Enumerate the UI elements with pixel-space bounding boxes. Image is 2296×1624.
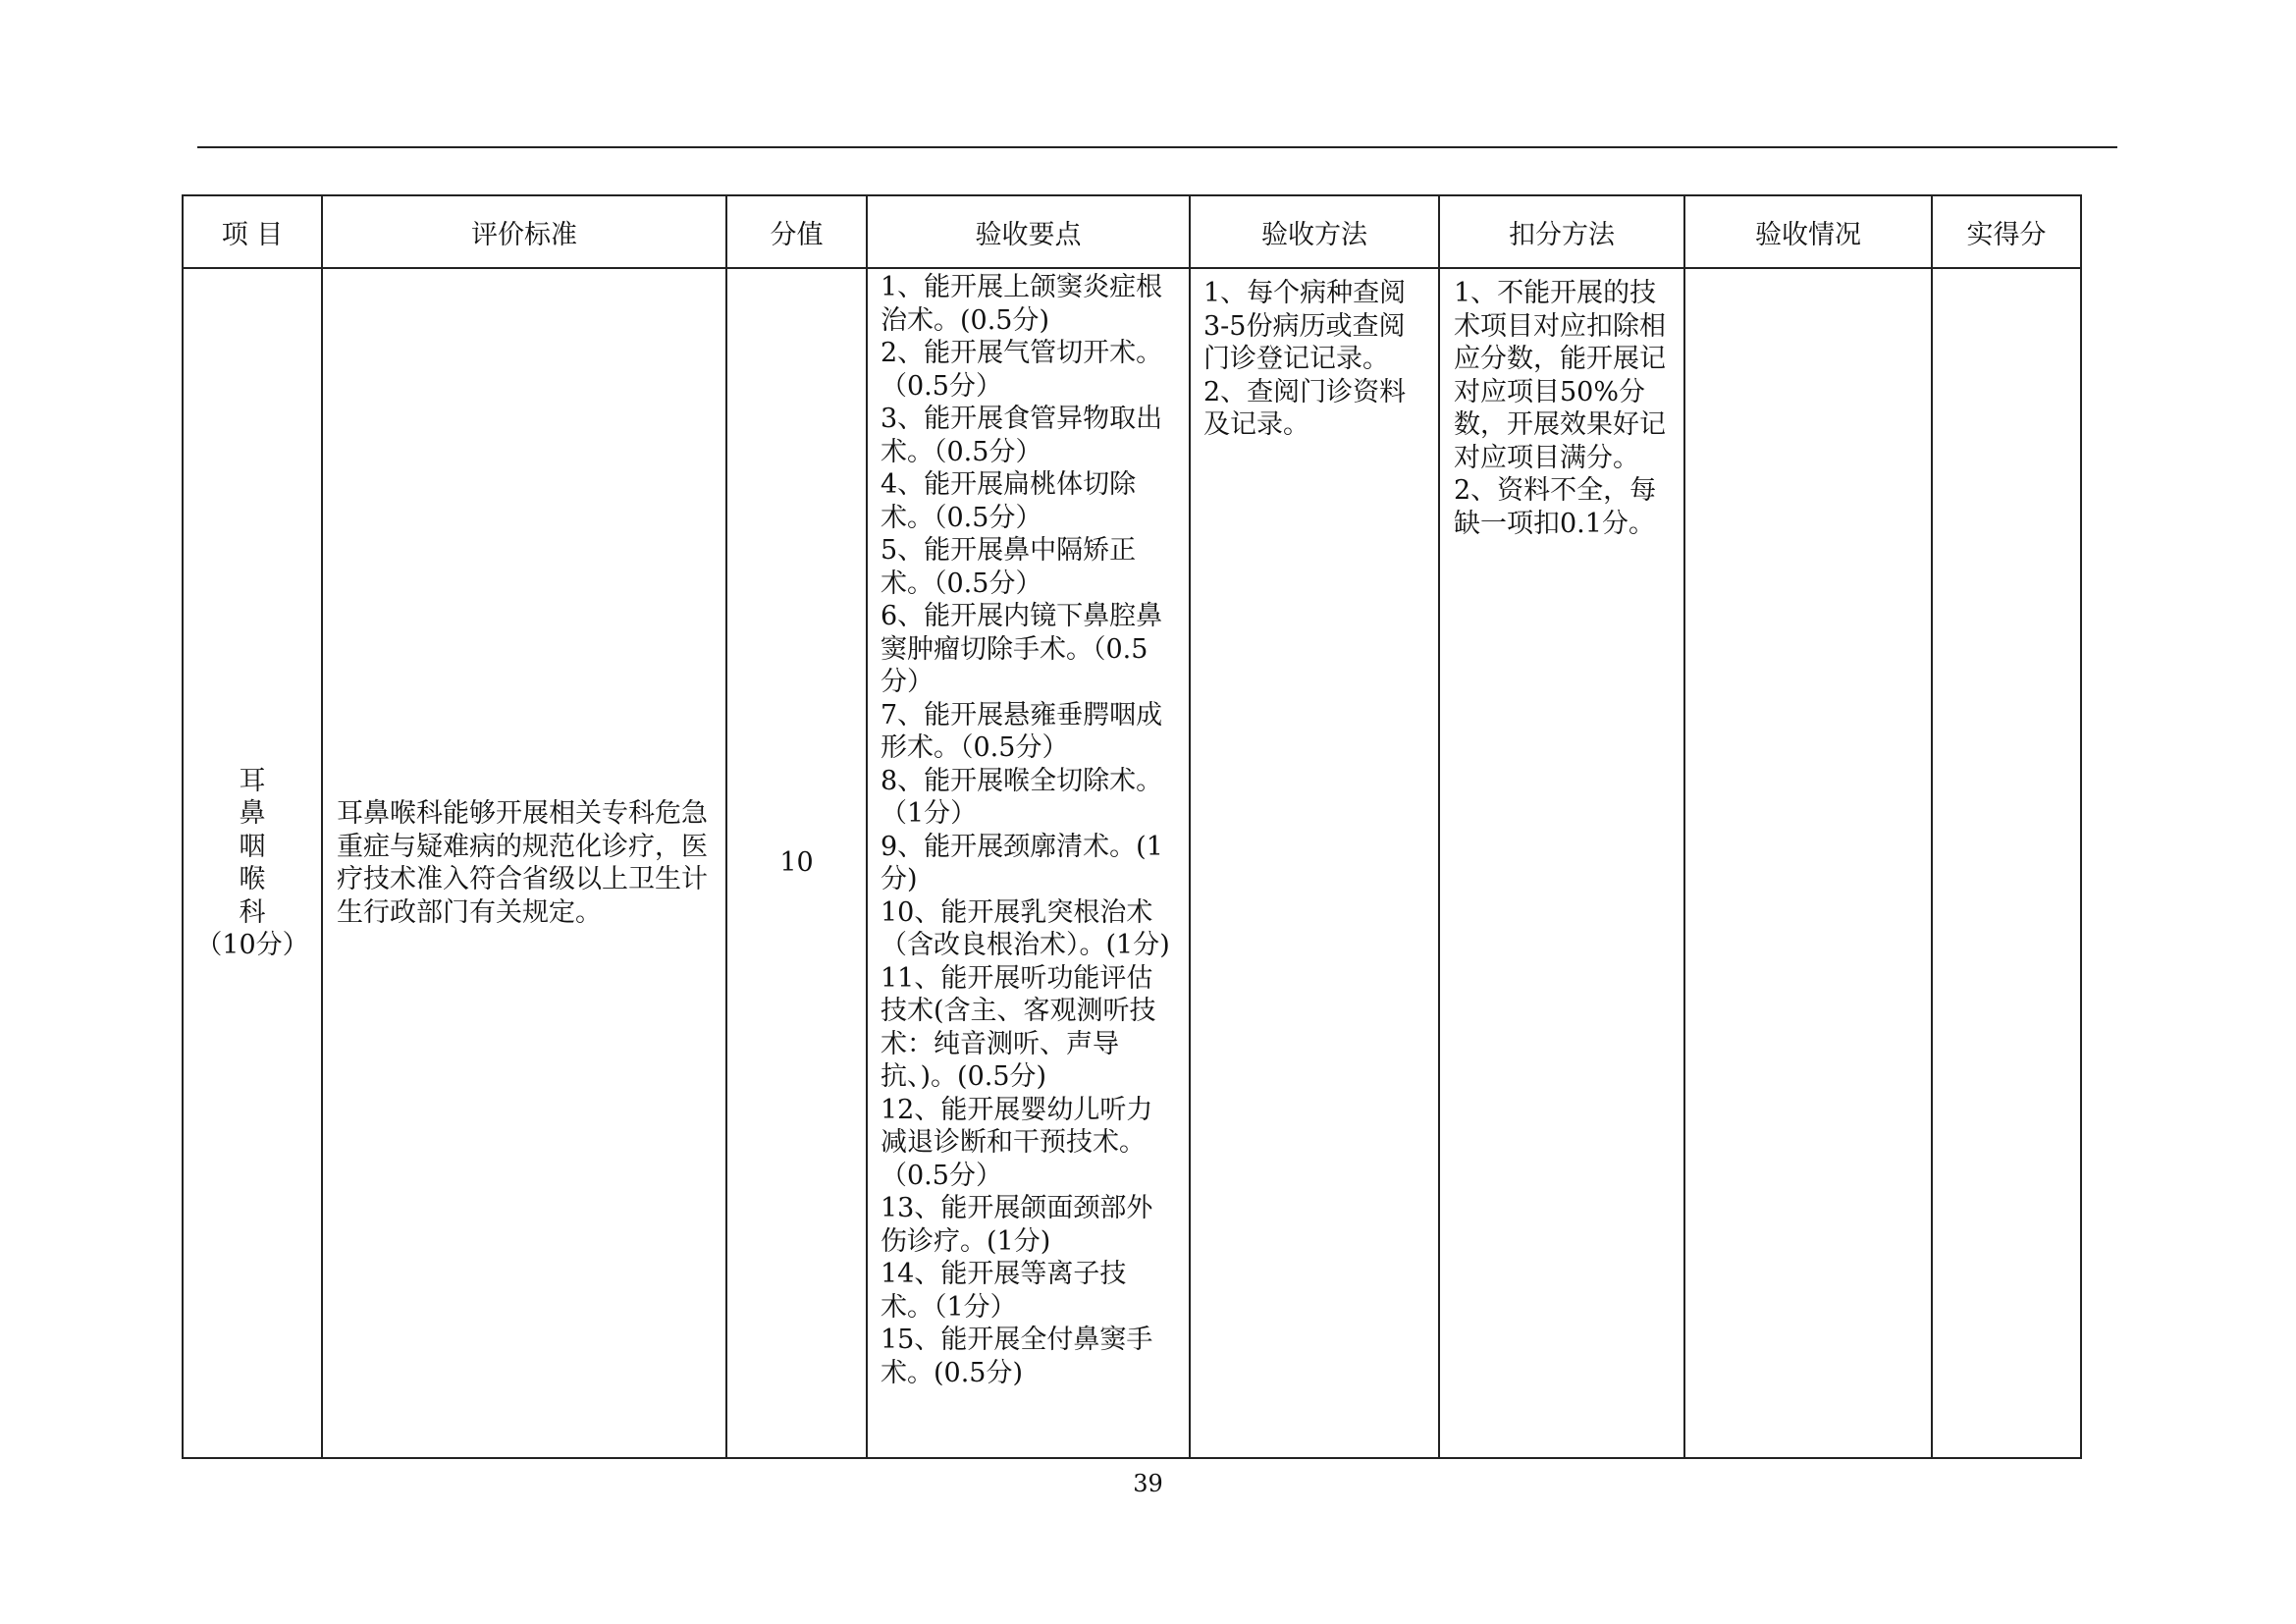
- point-item: 10、能开展乳突根治术（含改良根治术）。(1分): [881, 896, 1170, 960]
- header-status: 验收情况: [1684, 195, 1932, 268]
- point-item: 4、能开展扁桃体切除术。（0.5分）: [881, 469, 1137, 533]
- point-item: 2、能开展气管切开术。（0.5分）: [881, 338, 1163, 402]
- header-method: 验收方法: [1190, 195, 1439, 268]
- point-item: 15、能开展全付鼻窦手术。(0.5分): [881, 1325, 1153, 1388]
- cell-status: [1684, 268, 1932, 1458]
- header-points: 验收要点: [867, 195, 1190, 268]
- point-item: 9、能开展颈廓清术。(1分): [881, 831, 1163, 894]
- cell-deduction: [1439, 268, 1684, 1458]
- header-item: 项 目: [183, 195, 322, 268]
- header-actual: 实得分: [1932, 195, 2081, 268]
- point-item: 7、能开展悬雍垂腭咽成形术。（0.5分）: [881, 699, 1163, 763]
- header-standard: 评价标准: [322, 195, 726, 268]
- header-deduction: 扣分方法: [1439, 195, 1684, 268]
- point-item: 12、能开展婴幼儿听力减退诊断和干预技术。（0.5分）: [881, 1094, 1153, 1191]
- page-number: 39: [1133, 1470, 1163, 1497]
- deduction-item: 2、资料不全，每缺一项扣0.1分。: [1454, 475, 1657, 539]
- point-item: 3、能开展食管异物取出术。（0.5分）: [881, 404, 1163, 467]
- header-rule: [197, 146, 2117, 148]
- table-header-row: [183, 195, 2081, 268]
- point-item: 1、能开展上颌窦炎症根治术。(0.5分): [881, 272, 1163, 336]
- cell-standard: 耳鼻喉科能够开展相关专科危急重症与疑难病的规范化诊疗，医疗技术准入符合省级以上卫生计生行政部门有关规定。: [322, 268, 726, 1458]
- evaluation-table: [182, 194, 2082, 1459]
- cell-score: 10: [726, 268, 867, 1458]
- cell-points: [867, 268, 1190, 1458]
- point-item: 11、能开展听功能评估技术(含主、客观测听技术：纯音测听、声导抗、)。(0.5分): [881, 962, 1156, 1092]
- method-item: 1、每个病种查阅3-5份病历或查阅门诊登记记录。: [1203, 278, 1407, 374]
- item-label: 耳 鼻 咽 喉 科 （10分）: [195, 765, 309, 960]
- cell-actual: [1932, 268, 2081, 1458]
- method-item: 2、查阅门诊资料及记录。: [1203, 376, 1407, 440]
- point-item: 14、能开展等离子技术。（1分）: [881, 1259, 1127, 1323]
- header-score: 分值: [726, 195, 867, 268]
- point-item: 6、能开展内镜下鼻腔鼻窦肿瘤切除手术。（0.5分）: [881, 601, 1163, 697]
- point-item: 13、能开展颌面颈部外伤诊疗。(1分): [881, 1193, 1153, 1257]
- cell-item: [183, 268, 322, 1458]
- table-row: [183, 268, 2081, 1458]
- deduction-item: 1、不能开展的技术项目对应扣除相应分数，能开展记对应项目50%分数，开展效果好记对应项目满分。: [1454, 278, 1666, 473]
- cell-method: [1190, 268, 1439, 1458]
- point-item: 5、能开展鼻中隔矫正术。（0.5分）: [881, 535, 1137, 599]
- point-item: 8、能开展喉全切除术。（1分）: [881, 765, 1163, 829]
